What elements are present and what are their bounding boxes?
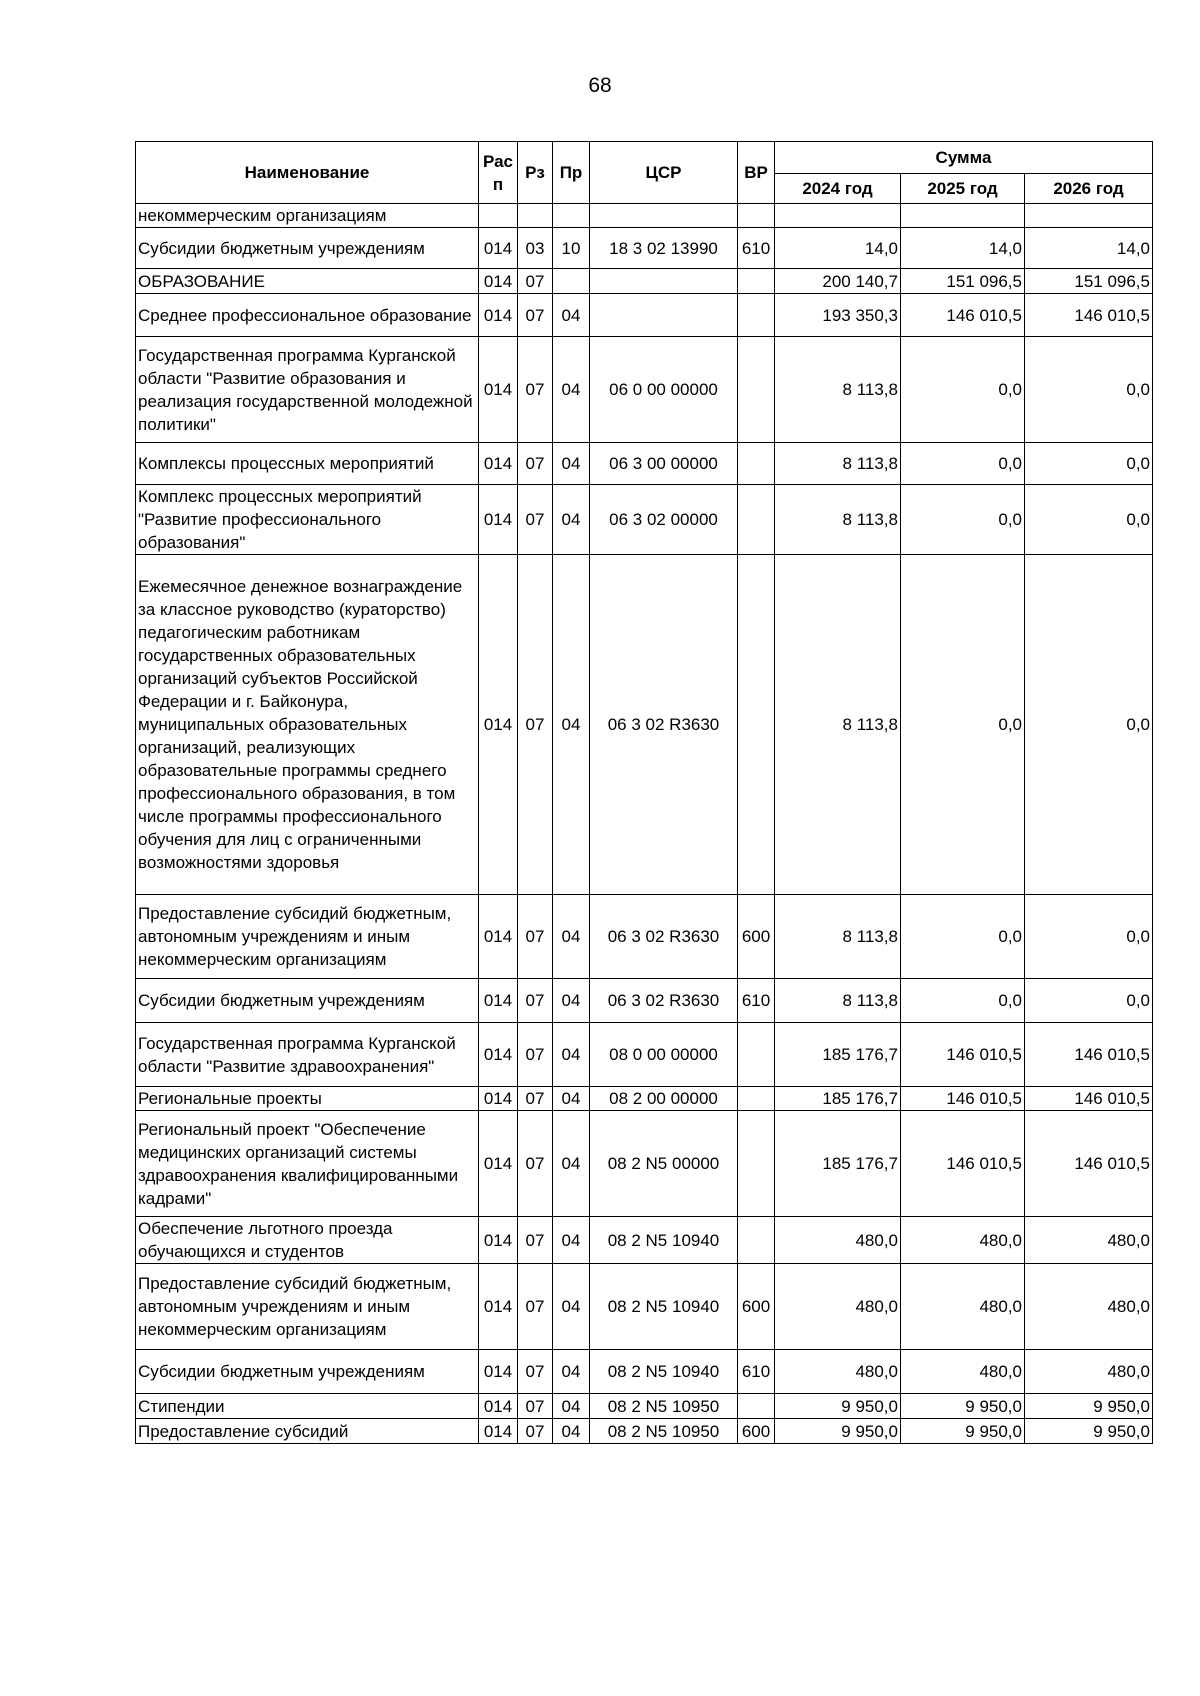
cell-2025: 146 010,5 [901,1023,1025,1087]
cell-2026: 0,0 [1025,555,1153,895]
cell-rasp: 014 [479,1419,518,1444]
cell-rasp: 014 [479,1264,518,1350]
cell-pr: 04 [553,895,590,979]
cell-rz: 07 [518,979,553,1023]
cell-2025: 146 010,5 [901,1087,1025,1111]
cell-name: ОБРАЗОВАНИЕ [136,269,479,294]
cell-rasp: 014 [479,443,518,485]
cell-2024: 8 113,8 [775,485,901,555]
cell-vr [738,294,775,337]
cell-pr: 04 [553,1394,590,1419]
cell-csr: 08 2 N5 10940 [590,1264,738,1350]
cell-name: Региональные проекты [136,1087,479,1111]
page-number: 68 [588,74,612,97]
cell-2025: 14,0 [901,228,1025,269]
cell-name: некоммерческим организациям [136,204,479,228]
cell-rasp: 014 [479,1350,518,1394]
cell-2025: 0,0 [901,485,1025,555]
cell-vr [738,337,775,443]
cell-2024: 14,0 [775,228,901,269]
cell-name: Среднее профессиональное образование [136,294,479,337]
cell-2024: 193 350,3 [775,294,901,337]
cell-2025: 146 010,5 [901,294,1025,337]
cell-2024: 185 176,7 [775,1111,901,1217]
cell-2026: 0,0 [1025,485,1153,555]
table-row [136,1111,1153,1217]
cell-pr [553,269,590,294]
cell-name: Государственная программа Курганской области "Развитие образования и реализация государственной молодежной политики" [136,337,479,443]
table-row [136,555,1153,895]
cell-rz: 07 [518,1419,553,1444]
cell-2026: 146 010,5 [1025,294,1153,337]
cell-rz: 07 [518,269,553,294]
cell-csr: 08 2 N5 10940 [590,1217,738,1264]
cell-2026: 480,0 [1025,1264,1153,1350]
cell-2026: 480,0 [1025,1350,1153,1394]
cell-vr [738,485,775,555]
table-row [136,1394,1153,1419]
cell-vr [738,555,775,895]
cell-2024: 9 950,0 [775,1394,901,1419]
cell-rasp: 014 [479,294,518,337]
cell-name: Государственная программа Курганской области "Развитие здравоохранения" [136,1023,479,1087]
budget-table [135,141,1153,1444]
cell-csr [590,204,738,228]
cell-rz: 07 [518,1217,553,1264]
cell-2025: 480,0 [901,1264,1025,1350]
table-row [136,204,1153,228]
cell-2026: 146 010,5 [1025,1087,1153,1111]
cell-2024: 480,0 [775,1350,901,1394]
cell-pr: 04 [553,294,590,337]
cell-2026: 0,0 [1025,979,1153,1023]
cell-pr: 04 [553,337,590,443]
table-row [136,337,1153,443]
cell-name: Ежемесячное денежное вознаграждение за классное руководство (кураторство) педагогическим работникам государственных образовательных организаций субъектов Российской Федерации и г. Байконура, муниципальных образовательных организаций, реализующих образовательные программы среднего профессионального образования, в том числе программы профессионального обучения для лиц с ограниченными возможностями здоровья [136,555,479,895]
cell-rz: 07 [518,337,553,443]
cell-2026: 0,0 [1025,895,1153,979]
cell-2024: 185 176,7 [775,1023,901,1087]
cell-2024: 8 113,8 [775,443,901,485]
cell-name: Предоставление субсидий бюджетным, автономным учреждениям и иным некоммерческим организациям [136,1264,479,1350]
cell-name: Предоставление субсидий бюджетным, автономным учреждениям и иным некоммерческим организациям [136,895,479,979]
cell-vr [738,1087,775,1111]
cell-2026: 151 096,5 [1025,269,1153,294]
cell-vr [738,269,775,294]
cell-rz [518,204,553,228]
cell-name: Региональный проект "Обеспечение медицинских организаций системы здравоохранения квалифицированными кадрами" [136,1111,479,1217]
cell-2026: 0,0 [1025,337,1153,443]
cell-rasp: 014 [479,1023,518,1087]
table-row [136,269,1153,294]
table-row [136,1264,1153,1350]
cell-2024: 8 113,8 [775,555,901,895]
cell-2026: 9 950,0 [1025,1419,1153,1444]
header-pr: Пр [553,142,590,204]
header-sum: Сумма [775,142,1153,174]
cell-rz: 07 [518,555,553,895]
cell-rasp: 014 [479,1217,518,1264]
cell-2026: 146 010,5 [1025,1111,1153,1217]
cell-2025: 480,0 [901,1350,1025,1394]
table-row [136,443,1153,485]
header-vr: ВР [738,142,775,204]
cell-csr: 06 3 02 00000 [590,485,738,555]
cell-2024: 185 176,7 [775,1087,901,1111]
cell-pr: 04 [553,1217,590,1264]
cell-2024: 200 140,7 [775,269,901,294]
cell-2025: 146 010,5 [901,1111,1025,1217]
header-rz: Рз [518,142,553,204]
cell-name: Комплекс процессных мероприятий "Развитие профессионального образования" [136,485,479,555]
cell-rasp: 014 [479,979,518,1023]
cell-vr [738,1394,775,1419]
cell-2025: 0,0 [901,979,1025,1023]
cell-name: Субсидии бюджетным учреждениям [136,1350,479,1394]
cell-pr: 04 [553,555,590,895]
table-row [136,228,1153,269]
header-rasp: Рас п [479,142,518,204]
cell-pr: 04 [553,443,590,485]
cell-2025: 0,0 [901,555,1025,895]
cell-name: Обеспечение льготного проезда обучающихся и студентов [136,1217,479,1264]
cell-rasp: 014 [479,1111,518,1217]
table-row [136,1217,1153,1264]
cell-2025: 0,0 [901,443,1025,485]
cell-name: Предоставление субсидий [136,1419,479,1444]
cell-rz: 03 [518,228,553,269]
cell-2024: 480,0 [775,1264,901,1350]
header-2026: 2026 год [1025,174,1153,204]
cell-csr: 18 3 02 13990 [590,228,738,269]
table-header [136,142,1153,204]
cell-rasp: 014 [479,228,518,269]
cell-2024: 480,0 [775,1217,901,1264]
cell-rz: 07 [518,895,553,979]
cell-csr: 08 2 00 00000 [590,1087,738,1111]
cell-csr: 08 2 N5 10950 [590,1419,738,1444]
cell-2024 [775,204,901,228]
cell-2025: 0,0 [901,337,1025,443]
cell-rz: 07 [518,1264,553,1350]
cell-2024: 8 113,8 [775,895,901,979]
cell-csr: 08 2 N5 10950 [590,1394,738,1419]
cell-2025: 151 096,5 [901,269,1025,294]
cell-csr: 06 3 00 00000 [590,443,738,485]
cell-pr [553,204,590,228]
cell-name: Субсидии бюджетным учреждениям [136,228,479,269]
cell-rasp [479,204,518,228]
cell-csr: 06 3 02 R3630 [590,979,738,1023]
table-row [136,979,1153,1023]
table-row [136,1419,1153,1444]
table-row [136,1350,1153,1394]
cell-csr: 08 0 00 00000 [590,1023,738,1087]
cell-vr: 600 [738,895,775,979]
cell-vr: 610 [738,1350,775,1394]
cell-vr: 610 [738,979,775,1023]
cell-csr: 06 3 02 R3630 [590,895,738,979]
cell-vr: 600 [738,1419,775,1444]
cell-rasp: 014 [479,485,518,555]
cell-vr [738,1217,775,1264]
cell-2025 [901,204,1025,228]
cell-pr: 04 [553,1023,590,1087]
cell-pr: 04 [553,1264,590,1350]
cell-rz: 07 [518,1111,553,1217]
cell-vr: 610 [738,228,775,269]
cell-2025: 9 950,0 [901,1419,1025,1444]
cell-pr: 04 [553,1350,590,1394]
cell-2026: 14,0 [1025,228,1153,269]
cell-name: Стипендии [136,1394,479,1419]
cell-csr: 06 0 00 00000 [590,337,738,443]
cell-2026: 146 010,5 [1025,1023,1153,1087]
cell-rasp: 014 [479,269,518,294]
cell-2025: 480,0 [901,1217,1025,1264]
cell-rasp: 014 [479,1087,518,1111]
cell-2025: 0,0 [901,895,1025,979]
header-name: Наименование [136,142,479,204]
cell-vr [738,1023,775,1087]
cell-vr [738,443,775,485]
cell-csr [590,294,738,337]
cell-2026: 0,0 [1025,443,1153,485]
cell-pr: 04 [553,979,590,1023]
cell-rz: 07 [518,485,553,555]
cell-vr [738,204,775,228]
table-body [136,204,1153,1444]
cell-rz: 07 [518,294,553,337]
cell-pr: 04 [553,485,590,555]
table-row [136,294,1153,337]
cell-csr: 06 3 02 R3630 [590,555,738,895]
cell-2026: 480,0 [1025,1217,1153,1264]
cell-2024: 9 950,0 [775,1419,901,1444]
cell-csr [590,269,738,294]
cell-name: Субсидии бюджетным учреждениям [136,979,479,1023]
cell-2024: 8 113,8 [775,337,901,443]
cell-rz: 07 [518,1394,553,1419]
table-row [136,485,1153,555]
cell-rasp: 014 [479,895,518,979]
cell-pr: 04 [553,1087,590,1111]
cell-2024: 8 113,8 [775,979,901,1023]
header-2024: 2024 год [775,174,901,204]
table-row [136,1087,1153,1111]
cell-2026 [1025,204,1153,228]
cell-name: Комплексы процессных мероприятий [136,443,479,485]
cell-rasp: 014 [479,555,518,895]
header-csr: ЦСР [590,142,738,204]
cell-rz: 07 [518,1087,553,1111]
table-row [136,895,1153,979]
cell-csr: 08 2 N5 10940 [590,1350,738,1394]
cell-pr: 10 [553,228,590,269]
table-row [136,1023,1153,1087]
cell-vr [738,1111,775,1217]
cell-rasp: 014 [479,337,518,443]
cell-2026: 9 950,0 [1025,1394,1153,1419]
cell-vr: 600 [738,1264,775,1350]
cell-csr: 08 2 N5 00000 [590,1111,738,1217]
cell-rz: 07 [518,443,553,485]
cell-rz: 07 [518,1350,553,1394]
cell-rasp: 014 [479,1394,518,1419]
cell-2025: 9 950,0 [901,1394,1025,1419]
header-2025: 2025 год [901,174,1025,204]
cell-pr: 04 [553,1419,590,1444]
cell-pr: 04 [553,1111,590,1217]
cell-rz: 07 [518,1023,553,1087]
